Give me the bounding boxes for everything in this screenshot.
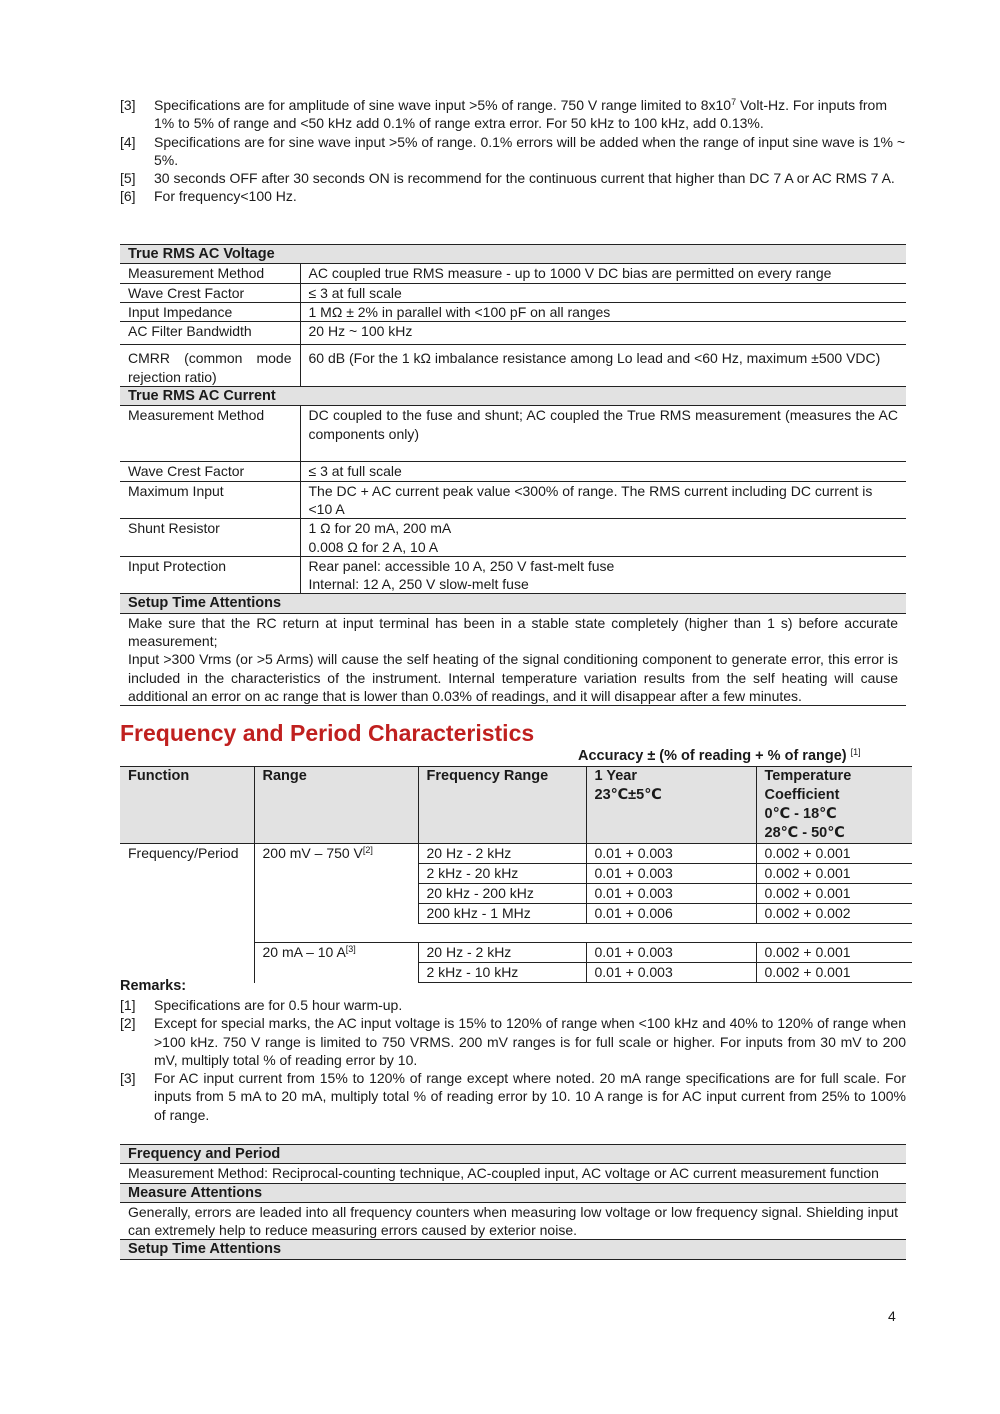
- footnote-6: [120, 187, 906, 205]
- year-cell: 0.01 + 0.003: [586, 963, 756, 983]
- freq-range-cell: 20 Hz - 2 kHz: [418, 943, 586, 963]
- accuracy-header-text: Accuracy ± (% of reading + % of range): [578, 748, 847, 764]
- page-number: 4: [888, 1308, 896, 1324]
- header-line: Temperature: [764, 768, 852, 784]
- footnote-text: For frequency<100 Hz.: [154, 188, 297, 205]
- table-row: [120, 264, 906, 283]
- setup-time-text: [120, 613, 906, 705]
- section-header-ac-current: [120, 387, 906, 406]
- section-title: Setup Time Attentions: [120, 594, 906, 613]
- row-value: 20 Hz ~ 100 kHz: [300, 322, 906, 345]
- header-frequency-range: Frequency Range: [418, 767, 586, 844]
- spacer-cell: [254, 924, 912, 943]
- section-title: Measure Attentions: [120, 1183, 906, 1202]
- row-value: 1 Ω for 20 mA, 200 mA 0.008 Ω for 2 A, 10 A: [300, 519, 906, 557]
- section-title: True RMS AC Current: [120, 387, 906, 406]
- function-cell: Frequency/Period: [120, 844, 254, 983]
- temp-cell: 0.002 + 0.001: [756, 844, 912, 864]
- year-cell: 0.01 + 0.003: [586, 884, 756, 904]
- remark-number: [2]: [120, 1015, 136, 1032]
- row-label: Wave Crest Factor: [120, 462, 300, 481]
- header-temperature: [756, 767, 912, 844]
- table-row: [120, 462, 906, 481]
- table-row: [120, 406, 906, 462]
- header-line: Coefficient: [764, 787, 840, 803]
- accuracy-header: [578, 748, 861, 764]
- section-header-ac-voltage: [120, 245, 906, 264]
- row-label: Measurement Method: [120, 406, 300, 462]
- header-line: 0℃ - 18℃: [764, 806, 837, 822]
- header-line: 28℃ - 50℃: [764, 825, 845, 841]
- row-value: 1 MΩ ± 2% in parallel with <100 pF on all ranges: [300, 302, 906, 321]
- table-row: [120, 302, 906, 321]
- row-value: Rear panel: accessible 10 A, 250 V fast-melt fuse Internal: 12 A, 250 V slow-melt fuse: [300, 556, 906, 594]
- remark-3: [120, 1069, 906, 1124]
- header-line: 1 Year: [594, 768, 637, 784]
- footnote-text: 30 seconds OFF after 30 seconds ON is recommend for the continuous current that higher than DC 7 A or AC RMS 7 A.: [154, 170, 895, 187]
- header-one-year: [586, 767, 756, 844]
- table-row: [120, 283, 906, 302]
- table-row: [120, 481, 906, 519]
- frequency-table: [120, 766, 912, 983]
- footnote-ref: [2]: [362, 845, 373, 855]
- footnote-text: Specifications are for sine wave input >5% of range. 0.1% errors will be added when the range of input sine wave is 1% ~ 5%.: [154, 133, 905, 168]
- row-value: ≤ 3 at full scale: [300, 283, 906, 302]
- section-heading: Frequency and Period Characteristics: [120, 720, 535, 746]
- year-cell: 0.01 + 0.003: [586, 844, 756, 864]
- temp-cell: 0.002 + 0.001: [756, 864, 912, 884]
- freq-range-cell: 2 kHz - 10 kHz: [418, 963, 586, 983]
- footnote-ref: [1]: [850, 747, 861, 757]
- freq-range-cell: 20 kHz - 200 kHz: [418, 884, 586, 904]
- temp-cell: 0.002 + 0.001: [756, 963, 912, 983]
- freq-range-cell: 2 kHz - 20 kHz: [418, 864, 586, 884]
- header-line: 23℃±5℃: [594, 787, 662, 803]
- row-value: The DC + AC current peak value <300% of range. The RMS current including DC current is <10 A: [300, 481, 906, 519]
- footnote-text-part: Specifications are for amplitude of sine wave input >5% of range. 750 V range limited to 8x10: [154, 97, 732, 113]
- footnote-ref: [3]: [345, 944, 356, 954]
- footnote-number: [5]: [120, 170, 136, 187]
- section-header-freq-period: [120, 1145, 906, 1164]
- header-function: Function: [120, 767, 254, 844]
- row-label: Measurement Method: [120, 264, 300, 283]
- section-header-setup-time: [120, 594, 906, 613]
- table-row: [120, 1202, 906, 1240]
- freq-range-cell: 20 Hz - 2 kHz: [418, 844, 586, 864]
- remarks-title: Remarks:: [120, 978, 187, 994]
- range-text: 200 mV – 750 V: [262, 845, 363, 861]
- footnote-4: [120, 133, 906, 170]
- section-title: True RMS AC Voltage: [120, 245, 906, 264]
- freq-range-cell: 200 kHz - 1 MHz: [418, 904, 586, 924]
- remark-number: [3]: [120, 1070, 136, 1087]
- remarks-list: [120, 996, 906, 1124]
- table-row: [120, 1164, 906, 1183]
- table-row: [120, 556, 906, 594]
- temp-cell: 0.002 + 0.002: [756, 904, 912, 924]
- header-range: Range: [254, 767, 418, 844]
- row-value: 60 dB (For the 1 kΩ imbalance resistance among Lo lead and <60 Hz, maximum ±500 VDC): [300, 345, 906, 387]
- remark-text: For AC input current from 15% to 120% of range except where noted. 20 mA range specifications are for full scale. For inputs from 5 mA to 20 mA, multiply total % of reading error by 10. 10 A range is for AC input current from 25% to 100% of range.: [154, 1070, 906, 1123]
- exponent: 7: [731, 97, 737, 107]
- range-cell: [254, 844, 418, 924]
- temp-cell: 0.002 + 0.001: [756, 884, 912, 904]
- year-cell: 0.01 + 0.003: [586, 864, 756, 884]
- range-cell: [254, 943, 418, 983]
- row-label: AC Filter Bandwidth: [120, 322, 300, 345]
- table-row: [120, 345, 906, 387]
- freq-period-table: [120, 1144, 906, 1260]
- row-value: Measurement Method: Reciprocal-counting technique, AC-coupled input, AC voltage or AC current measurement function: [120, 1164, 906, 1183]
- row-label: Wave Crest Factor: [120, 283, 300, 302]
- paragraph: Input >300 Vrms (or >5 Arms) will cause the self heating of the signal conditioning component to generate error, this error is included in the characteristics of the instrument. Internal temperature variation results from the self heating will cause additional an error on ac range that is lower than 0.03% of readings, and it will disappear after a few minutes.: [128, 651, 898, 704]
- row-label: Maximum Input: [120, 481, 300, 519]
- footnote-3: [120, 96, 906, 133]
- section-header-setup-time-2: [120, 1240, 906, 1259]
- section-title: Frequency and Period: [120, 1145, 906, 1164]
- section-title: Setup Time Attentions: [120, 1240, 906, 1259]
- row-label: CMRR (common mode rejection ratio): [120, 345, 300, 387]
- row-label: Input Protection: [120, 556, 300, 594]
- table-row: [120, 844, 912, 864]
- remark-number: [1]: [120, 997, 136, 1013]
- table-row: [120, 613, 906, 705]
- ac-spec-table: [120, 244, 906, 706]
- row-value: AC coupled true RMS measure - up to 1000 V DC bias are permitted on every range: [300, 264, 906, 283]
- section-header-measure-attentions: [120, 1183, 906, 1202]
- footnote-number: [3]: [120, 97, 136, 113]
- year-cell: 0.01 + 0.006: [586, 904, 756, 924]
- remark-text: Specifications are for 0.5 hour warm-up.: [154, 997, 403, 1013]
- row-value: Generally, errors are leaded into all frequency counters when measuring low voltage or low frequency signal. Shielding input can extremely help to reduce measuring errors caused by exterior noise.: [120, 1202, 906, 1240]
- paragraph: Make sure that the RC return at input terminal has been in a stable state completely (higher than 1 s) before accurate measurement;: [128, 614, 898, 650]
- range-text: 20 mA – 10 A: [262, 944, 346, 960]
- row-value: ≤ 3 at full scale: [300, 462, 906, 481]
- footnote-5: [120, 169, 906, 187]
- temp-cell: 0.002 + 0.001: [756, 943, 912, 963]
- footnote-text: [154, 96, 906, 133]
- row-label: Input Impedance: [120, 302, 300, 321]
- footnote-text-part: Volt-Hz. For inputs from 1% to 5% of range and <50 kHz add 0.1% of range extra error. For 50 kHz to 100 kHz, add 0.13%.: [154, 97, 888, 132]
- table-row: [120, 519, 906, 557]
- table-row: [120, 322, 906, 345]
- remark-1: [120, 996, 906, 1014]
- table-header-row: [120, 767, 912, 844]
- row-value: DC coupled to the fuse and shunt; AC coupled the True RMS measurement (measures the AC components only): [300, 406, 906, 462]
- footnote-number: [6]: [120, 188, 136, 205]
- top-footnotes: [120, 96, 906, 206]
- row-label: Shunt Resistor: [120, 519, 300, 557]
- footnote-number: [4]: [120, 133, 136, 150]
- year-cell: 0.01 + 0.003: [586, 943, 756, 963]
- remark-2: [120, 1014, 906, 1069]
- remark-text: Except for special marks, the AC input voltage is 15% to 120% of range when <100 kHz and 40% to 120% of range when >100 kHz. 750 V range is limited to 750 VRMS. 200 mV ranges is for full scale or higher. For inputs from 30 mV to 200 mV, multiply total % of reading error by 10.: [154, 1015, 906, 1068]
